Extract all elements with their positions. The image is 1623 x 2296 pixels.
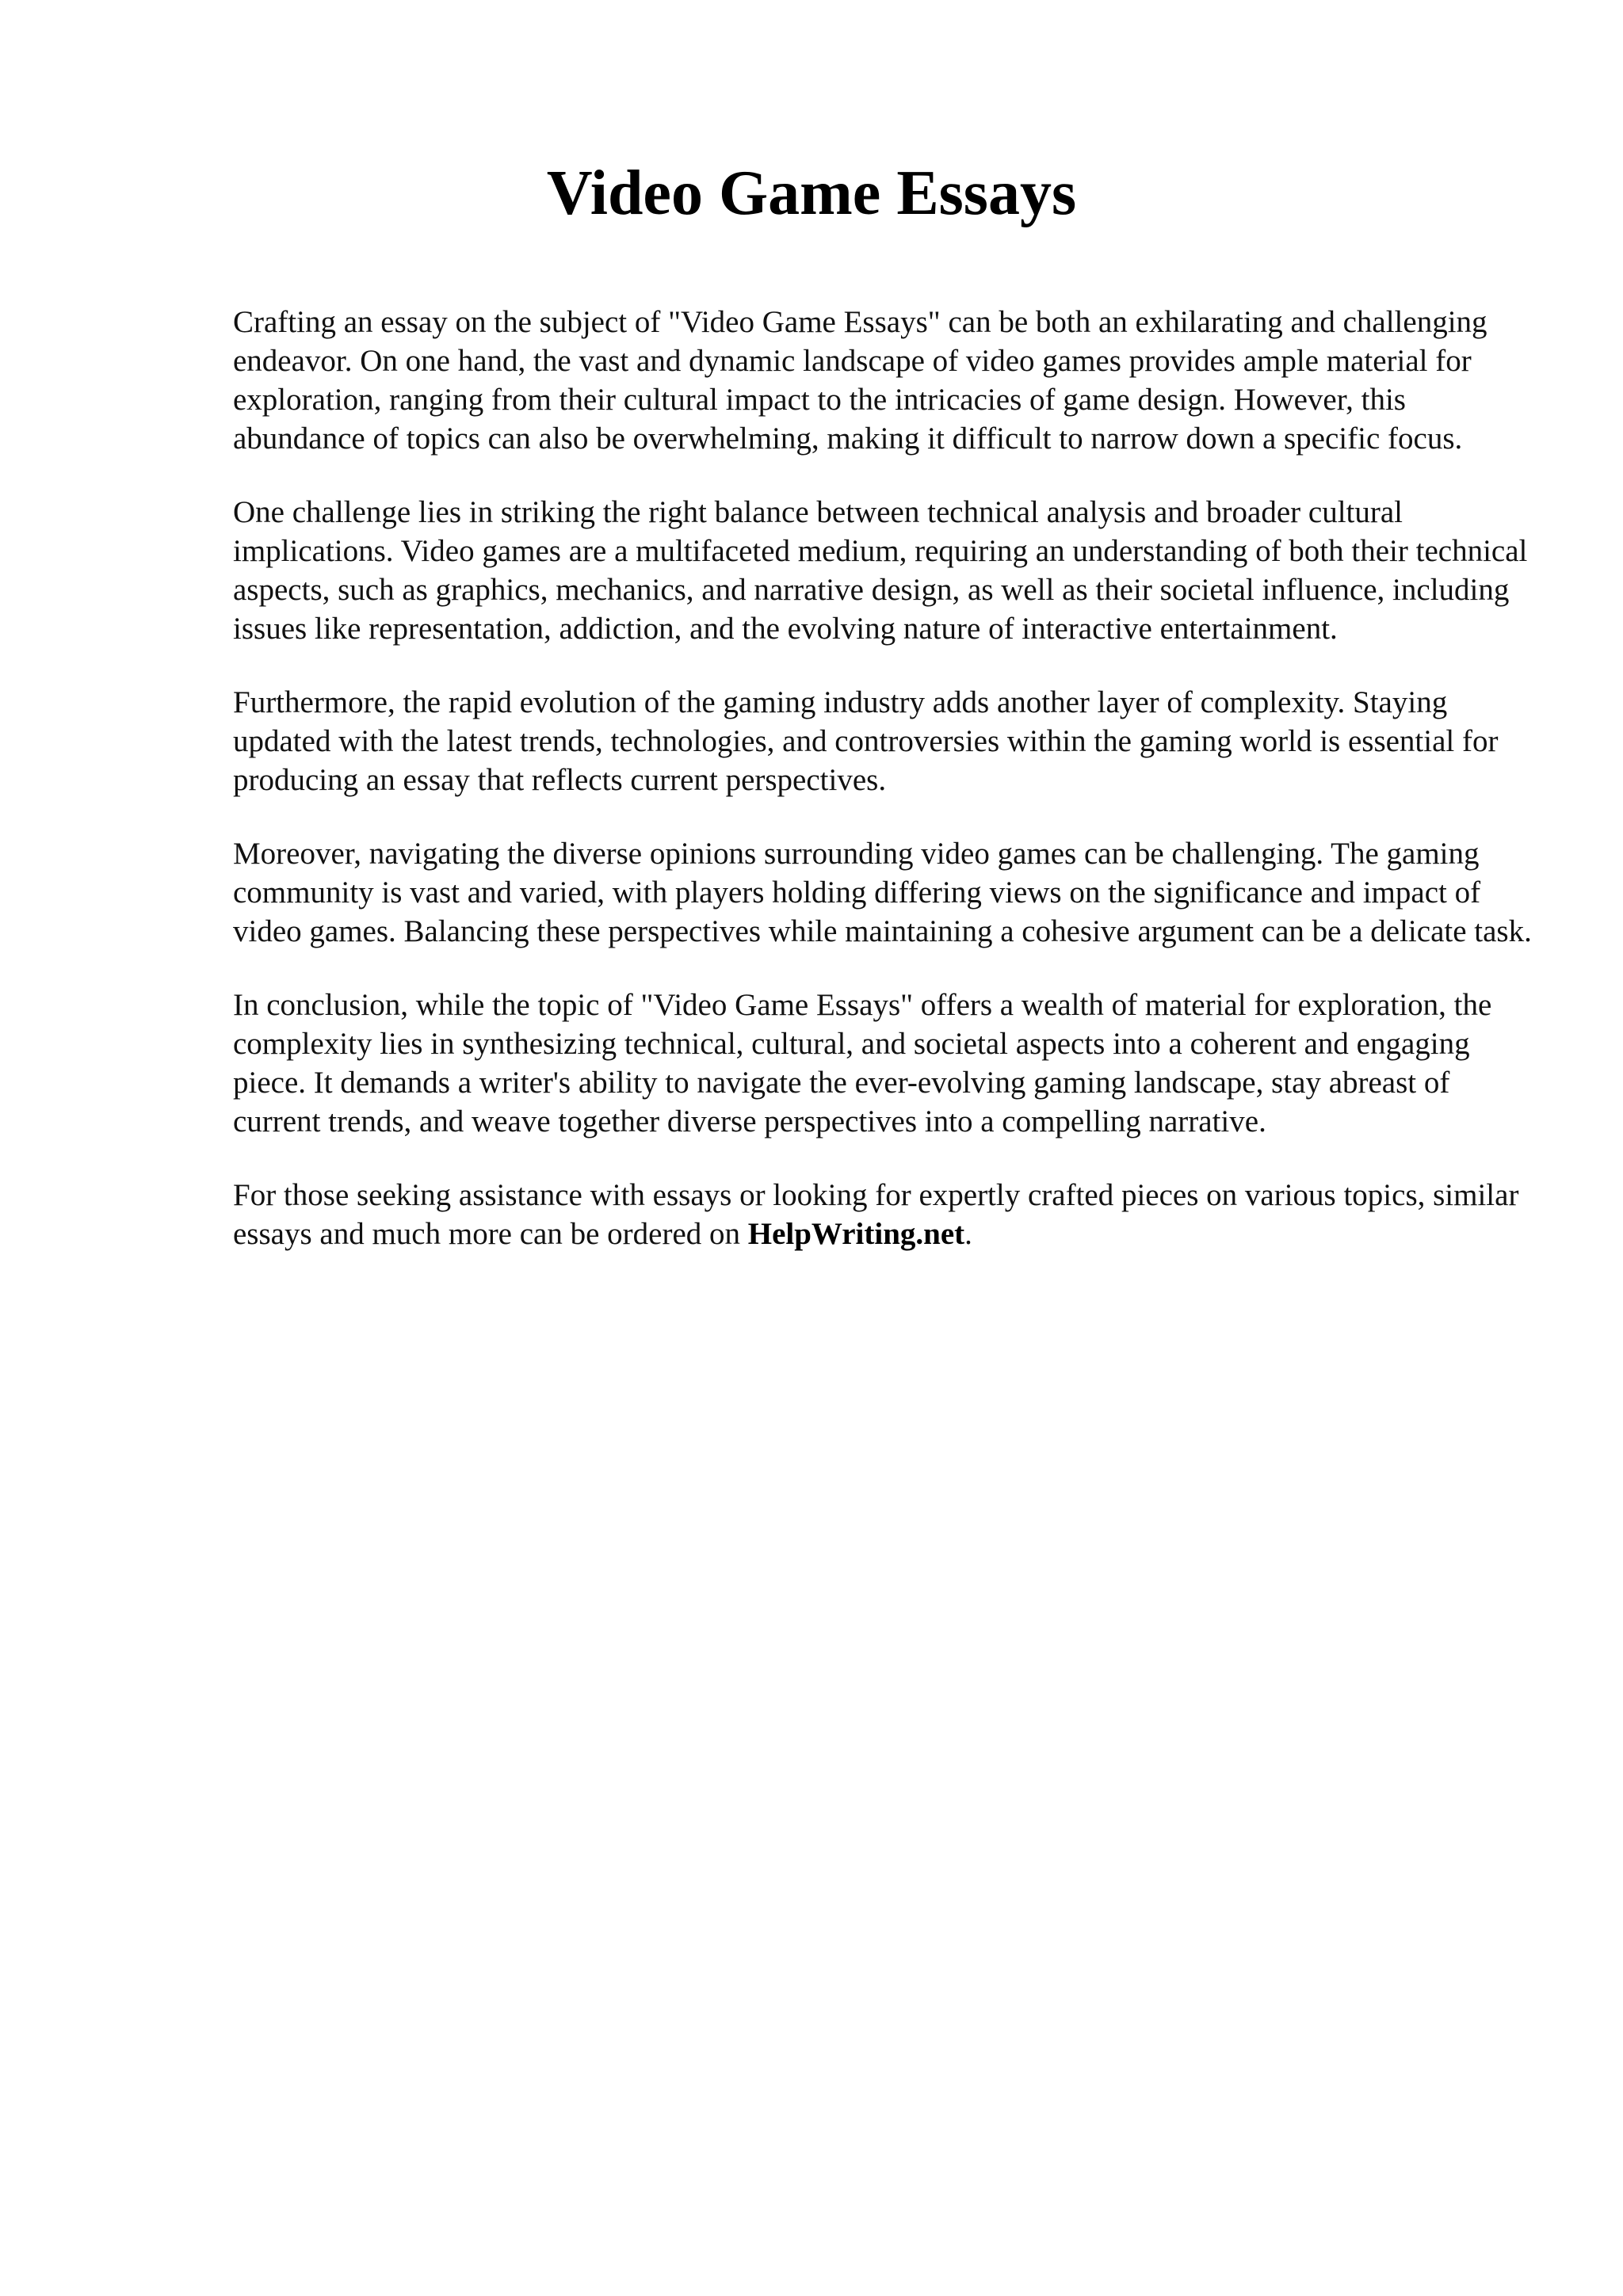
paragraph-conclusion: In conclusion, while the topic of "Video Game Essays" offers a wealth of material for exploration, the complexity lies in synthesizing technical, cultural, and societal aspects into a coherent and engaging piece. It demands a writer's ability to navigate the ever-evolving gaming landscape, stay abreast of current trends, and weave together diverse perspectives into a compelling narrative. (233, 988, 1492, 1138)
paragraph-closing (233, 1176, 1541, 1253)
paragraph-intro: Crafting an essay on the subject of "Video Game Essays" can be both an exhilarating and challenging endeavor. On one hand, the vast and dynamic landscape of video games provides ample material for exploration, ranging from their cultural impact to the intricacies of game design. However, this abundance of topics can also be overwhelming, making it difficult to narrow down a specific focus. (233, 305, 1487, 456)
essay-body (233, 303, 1541, 1288)
closing-text: For those seeking assistance with essays or looking for expertly crafted pieces on various topics, similar essays and much more can be ordered on (233, 1178, 1519, 1251)
paragraph-technical-cultural-balance: One challenge lies in striking the right balance between technical analysis and broader cultural implications. Video games are a multifaceted medium, requiring an understanding of both their technical aspects, such as graphics, mechanics, and narrative design, as well as their societal influence, including issues like representation, addiction, and the evolving nature of interactive entertainment. (233, 495, 1528, 646)
paragraph-industry-evolution: Furthermore, the rapid evolution of the gaming industry adds another layer of complexity. Staying updated with the latest trends, technologies, and controversies within the gaming world is essential for producing an essay that reflects current perspectives. (233, 685, 1499, 797)
brand-link[interactable]: HelpWriting.net (747, 1217, 965, 1251)
closing-period: . (964, 1217, 972, 1251)
paragraph-diverse-opinions: Moreover, navigating the diverse opinions surrounding video games can be challenging. The gaming community is vast and varied, with players holding differing views on the significance and impact of video games. Balancing these perspectives while maintaining a cohesive argument can be a delicate task. (233, 837, 1532, 948)
page-title: Video Game Essays (546, 158, 1077, 228)
